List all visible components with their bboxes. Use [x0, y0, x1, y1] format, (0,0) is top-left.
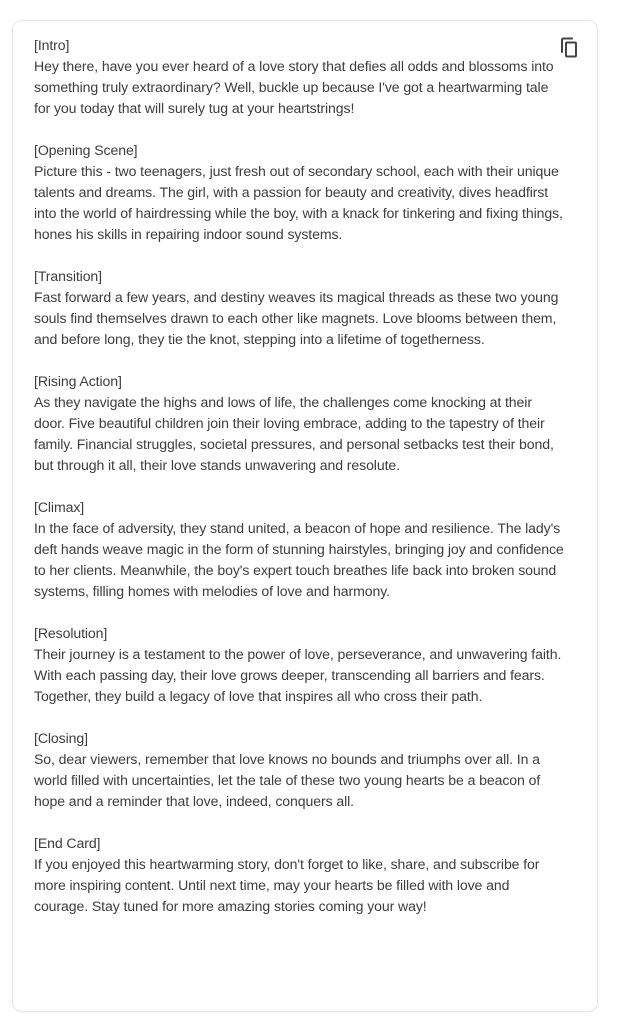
section-climax — [34, 497, 564, 602]
section-body: As they navigate the highs and lows of life, the challenges come knocking at their door. Five beautiful children join their loving embrace, adding to the tapestry of their family. Financial struggles, societal pressures, and personal setbacks test their bond, but through it all, their love stands unwavering and resolute. — [34, 394, 554, 473]
section-end-card — [34, 833, 564, 917]
response-card — [12, 20, 598, 1012]
section-body: In the face of adversity, they stand united, a beacon of hope and resilience. The lady's deft hands weave magic in the form of stunning hairstyles, bringing joy and confidence to her clients. Meanwhile, the boy's expert touch breathes life back into broken sound systems, filling homes with melodies of love and harmony. — [34, 520, 564, 599]
section-body: Fast forward a few years, and destiny weaves its magical threads as these two young souls find themselves drawn to each other like magnets. Love blooms between them, and before long, they tie the knot, stepping into a lifetime of togetherness. — [34, 289, 559, 347]
section-header: [Rising Action] — [34, 373, 122, 389]
section-body: Their journey is a testament to the power of love, perseverance, and unwavering faith. With each passing day, their love grows deeper, transcending all barriers and fears. Together, they build a legacy of love that inspires all who cross their path. — [34, 646, 562, 704]
section-opening-scene — [34, 140, 564, 245]
section-body: Picture this - two teenagers, just fresh out of secondary school, each with their unique talents and dreams. The girl, with a passion for beauty and creativity, dives headfirst into the world of hairdressing while the boy, with a knack for tinkering and fixing things, hones his skills in repairing indoor sound systems. — [34, 163, 563, 242]
section-body: If you enjoyed this heartwarming story, don't forget to like, share, and subscribe for more inspiring content. Until next time, may your hearts be filled with love and courage. Stay tuned for more amazing stories coming your way! — [34, 856, 540, 914]
section-header: [Transition] — [34, 268, 102, 284]
section-header: [Climax] — [34, 499, 85, 515]
section-header: [Closing] — [34, 730, 88, 746]
story-script — [34, 35, 564, 917]
section-transition — [34, 266, 564, 350]
section-header: [Resolution] — [34, 625, 108, 641]
section-rising-action — [34, 371, 564, 476]
section-body: Hey there, have you ever heard of a love story that defies all odds and blossoms into something truly extraordinary? Well, buckle up because I've got a heartwarming tale for you today that will surely tug at your heartstrings! — [34, 58, 554, 116]
section-closing — [34, 728, 564, 812]
section-intro — [34, 35, 564, 119]
section-header: [End Card] — [34, 835, 101, 851]
section-body: So, dear viewers, remember that love knows no bounds and triumphs over all. In a world filled with uncertainties, let the tale of these two young hearts be a beacon of hope and a reminder that love, indeed, conquers all. — [34, 751, 541, 809]
section-resolution — [34, 623, 564, 707]
section-header: [Opening Scene] — [34, 142, 138, 158]
section-header: [Intro] — [34, 37, 70, 53]
